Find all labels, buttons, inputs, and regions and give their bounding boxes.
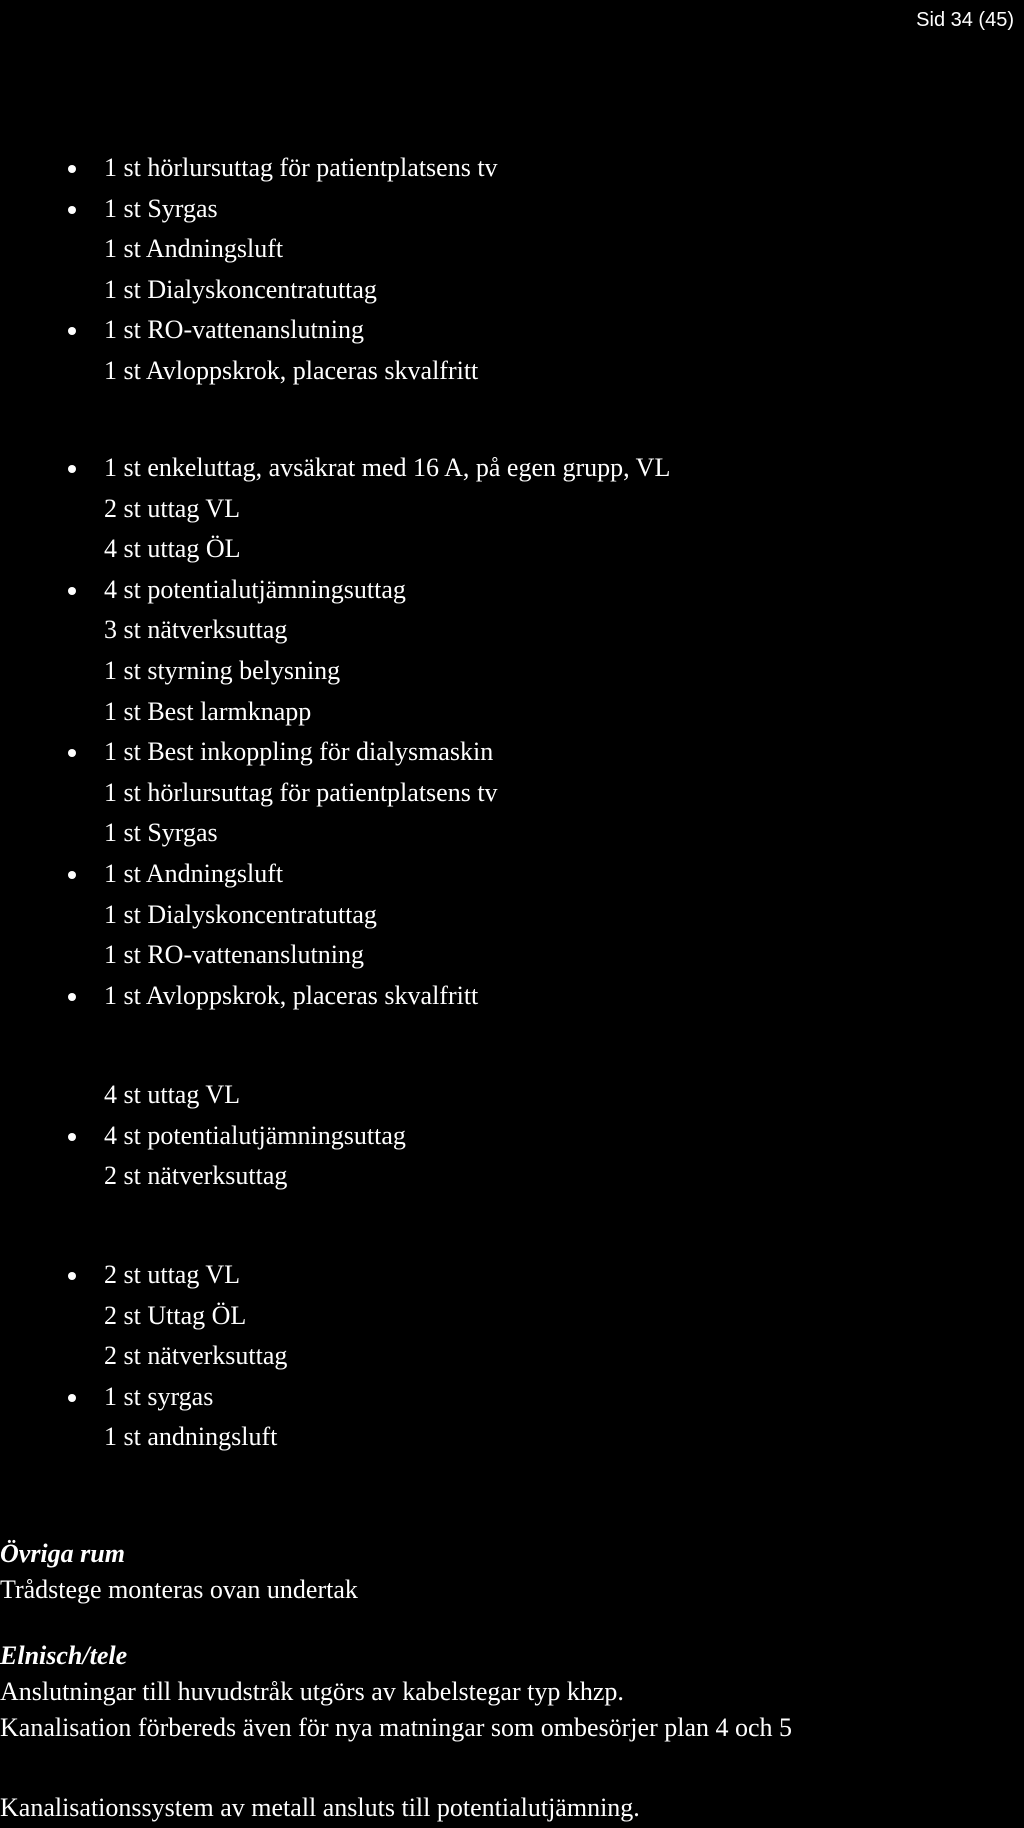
list-item [104,732,493,772]
list-item [104,976,478,1016]
list-item [104,529,241,569]
list-item [104,610,287,650]
list-item-text: 2 st uttag VL [104,493,241,523]
list-item [104,310,364,350]
bullet-icon [68,1133,76,1141]
list-item-text: 1 st Avloppskrok, placeras skvalfritt [104,980,479,1010]
section-text-elnisch-1: Anslutningar till huvudstråk utgörs av kabelstegar typ khzp. [0,1677,624,1706]
list-item [104,148,498,188]
list-item-text: 3 st nätverksuttag [104,615,288,645]
section-text-elnisch-2: Kanalisation förbereds även för nya matningar som ombesörjer plan 4 och 5 [0,1713,793,1742]
section-text-ovriga-rum: Trådstege monteras ovan undertak [0,1575,358,1604]
bullet-icon [68,1272,76,1280]
bullet-icon [68,165,76,173]
list-item-text: 4 st uttag ÖL [104,534,241,564]
list-item [104,570,406,610]
list-item [104,1377,213,1417]
list-item [104,1296,246,1336]
list-item-text: 1 st hörlursuttag för patientplatsens tv [104,153,498,182]
bullet-icon [68,206,76,214]
page-number: Sid 34 (45) [916,9,1014,31]
list-item [104,1116,406,1156]
list-item-text: 1 st RO-vattenanslutning [104,315,364,345]
list-item-text: 1 st RO-vattenanslutning [104,940,364,970]
list-item [104,1336,287,1376]
list-item-text: 1 st hörlursuttag för patientplatsens tv [104,777,498,807]
list-item [104,1417,277,1457]
list-item [104,189,218,229]
list-item [104,229,283,269]
list-item-text: 1 st Syrgas [104,193,218,223]
list-item-text: 1 st andningsluft [104,1422,278,1452]
list-item-text: 1 st Andningsluft [104,234,284,264]
list-item-text: 2 st Uttag ÖL [104,1300,247,1330]
list-item-text: 1 st styrning belysning [104,656,341,685]
bullet-icon [68,1394,76,1402]
list-item [104,813,218,853]
list-item [104,692,311,732]
list-item-text: 1 st Andningsluft [104,859,284,888]
list-item [104,895,377,935]
list-item-text: 4 st potentialutjämningsuttag [104,1120,406,1150]
section-heading-elnisch: Elnisch/tele [0,1641,128,1670]
list-item [104,1156,287,1196]
list-item [104,489,240,529]
list-item [104,651,340,691]
list-item [104,270,377,310]
list-item-text: 1 st enkeluttag, avsäkrat med 16 A, på egen grupp, VL [104,453,671,482]
list-item-text: 2 st nätverksuttag [104,1341,288,1371]
list-item-text: 1 st Dialyskoncentratuttag [104,899,377,929]
list-item-text: 1 st Dialyskoncentratuttag [104,274,377,304]
list-item-text: 1 st syrgas [104,1381,214,1411]
bullet-icon [68,749,76,757]
section-heading-ovriga-rum: Övriga rum [0,1539,125,1568]
list-item-text: 4 st uttag VL [104,1080,241,1109]
list-item [104,351,478,391]
bullet-icon [68,587,76,595]
list-item [104,1075,240,1115]
list-item [104,1255,240,1295]
bullet-icon [68,327,76,335]
list-item [104,854,283,894]
list-item [104,935,364,975]
bullet-icon [68,871,76,879]
list-item [104,773,498,813]
list-item-text: 1 st Best inkoppling för dialysmaskin [104,737,494,767]
list-item-text: 1 st Avloppskrok, placeras skvalfritt [104,356,479,385]
section-text-elnisch-3: Kanalisationssystem av metall ansluts till potentialutjämning. [0,1793,640,1822]
list-item-text: 2 st nätverksuttag [104,1161,288,1191]
list-item-text: 4 st potentialutjämningsuttag [104,574,406,604]
bullet-icon [68,993,76,1001]
list-item-text: 1 st Syrgas [104,818,218,848]
list-item-text: 2 st uttag VL [104,1260,241,1289]
list-item [104,448,670,488]
bullet-icon [68,465,76,473]
list-item-text: 1 st Best larmknapp [104,696,312,726]
